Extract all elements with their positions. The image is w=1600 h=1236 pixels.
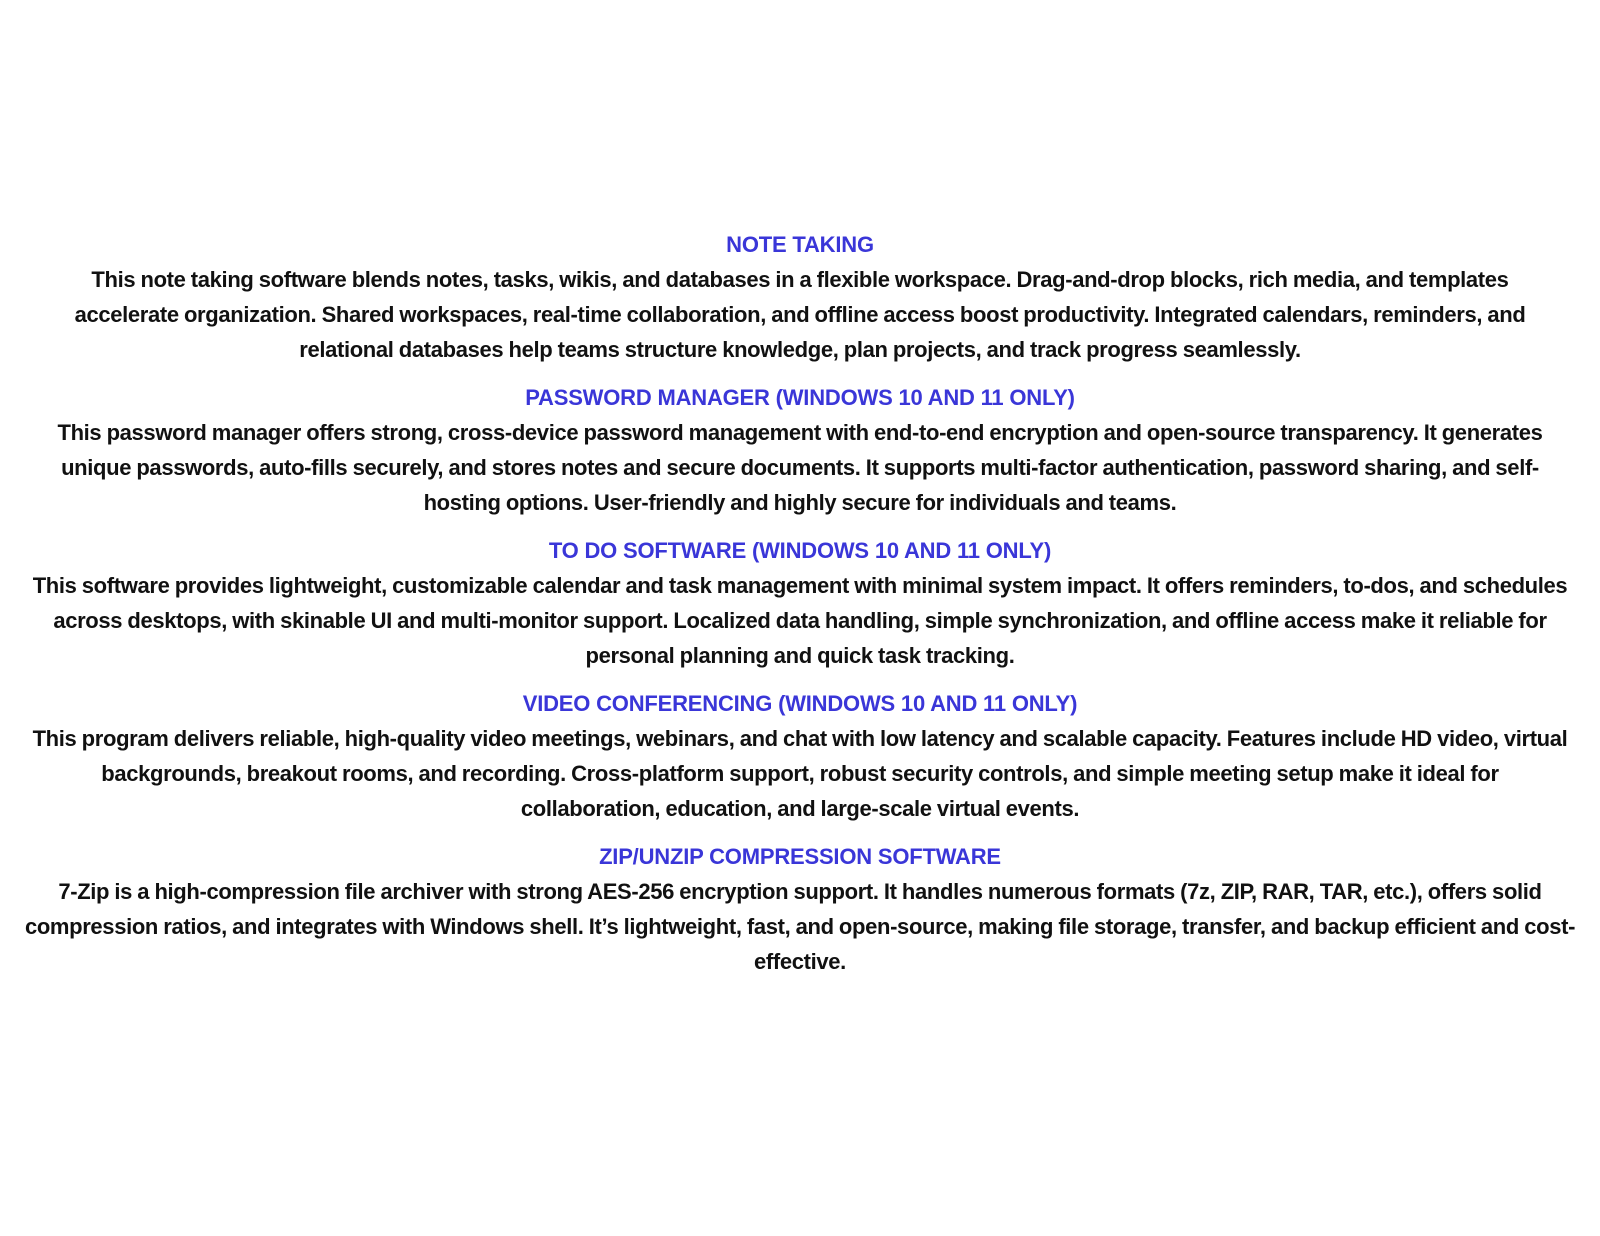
- section-to-do-software: [0, 534, 1600, 673]
- section-video-conferencing: [0, 687, 1600, 826]
- section-description: This software provides lightweight, customizable calendar and task management with minimal system impact. It offers reminders, to-dos, and schedules across desktops, with skinable UI and multi-monitor support. Localized data handling, simple synchronization, and offline access make it reliable for personal planning and quick task tracking.: [32, 573, 1568, 668]
- section-note-taking: [0, 228, 1600, 367]
- software-list-document: [0, 228, 1600, 993]
- section-password-manager: [0, 381, 1600, 520]
- section-description: This program delivers reliable, high-quality video meetings, webinars, and chat with low latency and scalable capacity. Features include HD video, virtual backgrounds, breakout rooms, and recording. Cross-platform support, robust security controls, and simple meeting setup make it ideal for collaboration, education, and large-scale virtual events.: [32, 726, 1568, 821]
- section-heading: ZIP/UNZIP COMPRESSION SOFTWARE: [599, 844, 1001, 869]
- section-zip-unzip-compression: [0, 840, 1600, 979]
- section-description: This note taking software blends notes, tasks, wikis, and databases in a flexible workspace. Drag-and-drop blocks, rich media, and templates accelerate organization. Shared workspaces, real-time collaboration, and offline access boost productivity. Integrated calendars, reminders, and relational databases help teams structure knowledge, plan projects, and track progress seamlessly.: [74, 267, 1526, 362]
- section-description: This password manager offers strong, cross-device password management with end-to-end encryption and open-source transparency. It generates unique passwords, auto-fills securely, and stores notes and secure documents. It supports multi-factor authentication, password sharing, and self-hosting options. User-friendly and highly secure for individuals and teams.: [57, 420, 1543, 515]
- section-heading: PASSWORD MANAGER (WINDOWS 10 AND 11 ONLY): [525, 385, 1075, 410]
- section-heading: VIDEO CONFERENCING (WINDOWS 10 AND 11 ONLY): [522, 691, 1078, 716]
- section-description: 7-Zip is a high-compression file archiver with strong AES-256 encryption support. It handles numerous formats (7z, ZIP, RAR, TAR, etc.), offers solid compression ratios, and integrates with Windows shell. It’s lightweight, fast, and open-source, making file storage, transfer, and backup efficient and cost-effective.: [24, 879, 1576, 974]
- section-heading: TO DO SOFTWARE (WINDOWS 10 AND 11 ONLY): [548, 538, 1052, 563]
- section-heading: NOTE TAKING: [726, 232, 874, 257]
